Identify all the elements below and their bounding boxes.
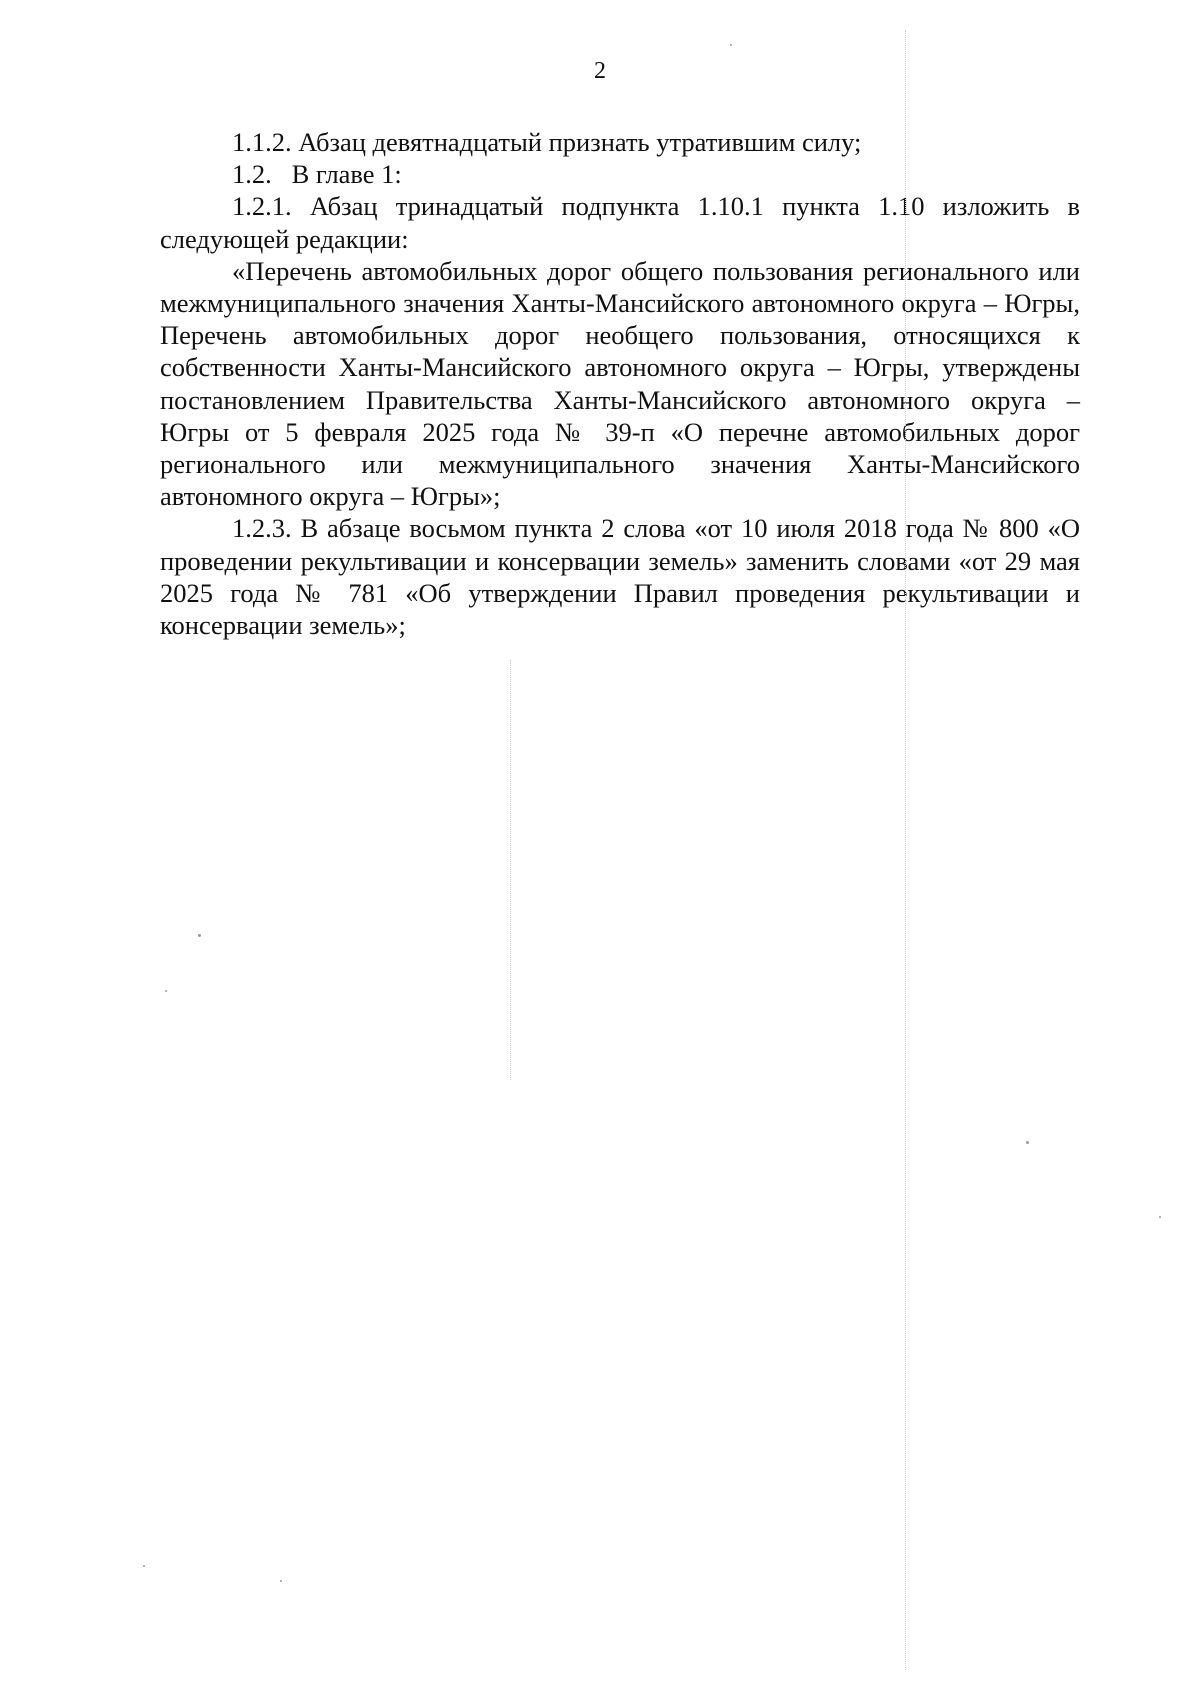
scan-speck [143, 1565, 145, 1567]
scan-speck [165, 990, 167, 992]
scan-speck [1159, 1216, 1161, 1218]
paragraph-1-2-1: 1.2.1. Абзац тринадцатый подпункта 1.10.1 пункта 1.10 изложить в следующей редакции: [160, 191, 1080, 254]
paragraph-1-2-3: 1.2.3. В абзаце восьмом пункта 2 слова «от 10 июля 2018 года № 800 «О проведении рекультивации и консервации земель» заменить словами «от 29 мая 2025 года № 781 «Об утверждении Правил проведения рекультивации и консервации земель»; [160, 513, 1080, 641]
document-body [160, 126, 1080, 641]
scan-artifact-line [510, 660, 512, 1080]
scan-speck [198, 934, 201, 937]
scan-speck [1026, 1141, 1029, 1144]
paragraph-quoted-text: «Перечень автомобильных дорог общего пользования регионального или межмуниципального значения Ханты-Мансийского автономного округа – Югры, Перечень автомобильных дорог необщего пользования, относящихся к собственности Ханты-Мансийского автономного округа – Югры, утверждены постановлением Правительства Ханты-Мансийского автономного округа – Югры от 5 февраля 2025 года № 39-п «О перечне автомобильных дорог регионального или межмуниципального значения Ханты-Мансийского автономного округа – Югры»; [160, 255, 1080, 512]
scan-speck [730, 44, 732, 46]
scan-speck [280, 1580, 282, 1582]
page-number: 2 [594, 58, 606, 84]
paragraph-1-2: 1.2. В главе 1: [232, 159, 402, 190]
paragraph-1-1-2: 1.1.2. Абзац девятнадцатый признать утратившим силу; [232, 127, 862, 157]
scan-artifact-line [905, 30, 907, 1670]
